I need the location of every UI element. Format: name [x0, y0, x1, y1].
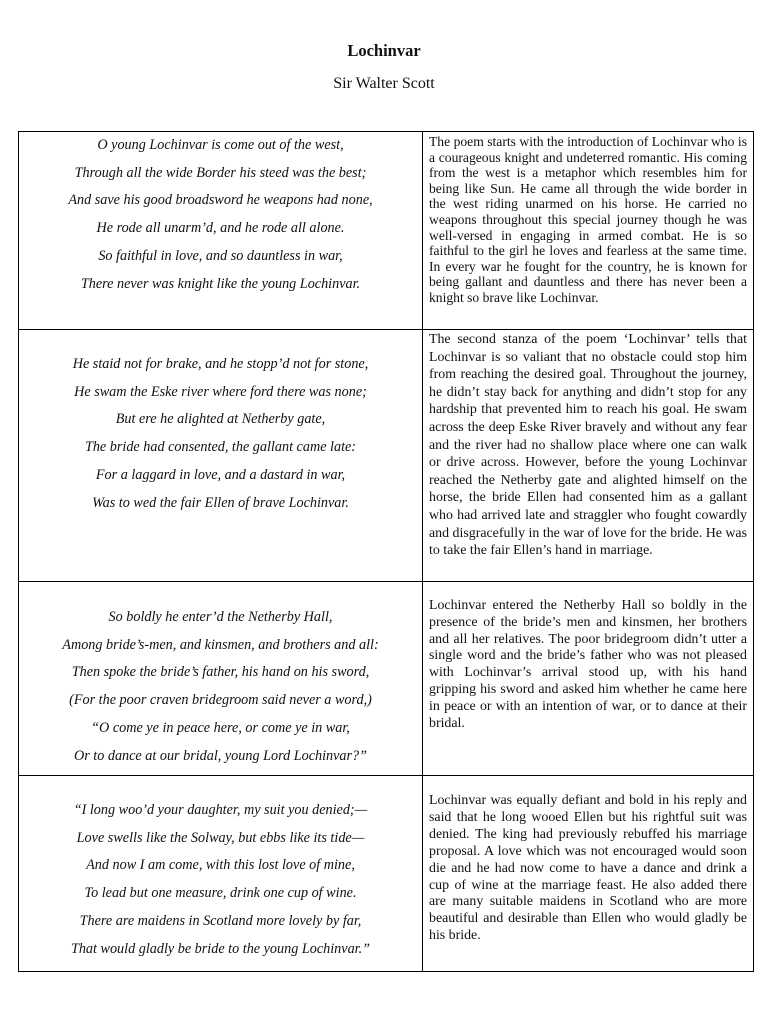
summary-cell-4 [423, 776, 754, 972]
verse-line: Then spoke the bride’s father, his hand on his sword, [71, 664, 370, 681]
verse-line: To lead but one measure, drink one cup of wine. [84, 885, 357, 902]
stanza-2-summary: The second stanza of the poem ‘Lochinvar’ tells that Lochinvar is so valiant that no obstacle could stop him from reaching the desired goal. Throughout the journey, he didn’t stay back for anything and didn’t stop for any hardship that prevented him to reach his goal. He swam across the deep Eske River bravely and without any fear and the river had no shallow place where one can walk or drive across. However, before the young Lochinvar reached the Netherby gate and alighted himself on the horse, the bride Ellen had consented him as a gallant who had arrived late and straggler who fought cowardly and disgracefully in the war of love for the bride. He was to take the fair Ellen’s hand in marriage. [429, 332, 747, 559]
verse-line: So faithful in love, and so dauntless in war, [98, 247, 343, 264]
verse-line: That would gladly be bride to the young Lochinvar.” [70, 940, 371, 957]
verse-line: There are maidens in Scotland more lovely by far, [79, 912, 362, 929]
verse-cell-2 [19, 330, 423, 582]
verse-line: He staid not for brake, and he stopp’d not for stone, [72, 356, 369, 372]
poem-title: Lochinvar [347, 41, 421, 60]
stanza-4-verse [19, 776, 422, 963]
verse-line: And now I am come, with this lost love of mine, [86, 857, 355, 874]
stanza-1-summary: The poem starts with the introduction of Lochinvar who is a courageous knight and undeterred romantic. His coming from the west is a metaphor which resembles him for being like Sun. He came all through the wide border in the west riding unarmed on his horse. He carried no weapons throughout this special journey though he was well-versed in engaging in armed combat. He is so faithful to the girl he loves and fearless at the same time. In every war he fought for the country, he is known for being gallant and dauntless and there has never been a knight so brave like Lochinvar. [429, 134, 747, 305]
stanza-row-4 [19, 776, 754, 972]
verse-line: Through all the wide Border his steed was the best; [74, 164, 367, 181]
verse-line: O young Lochinvar is come out of the west, [97, 137, 344, 153]
verse-line: The bride had consented, the gallant came late: [84, 439, 357, 456]
stanza-3-verse [19, 582, 422, 770]
verse-line: Among bride’s-men, and kinsmen, and brothers and all: [62, 636, 379, 653]
poem-author: Sir Walter Scott [333, 75, 435, 92]
stanza-3-summary: Lochinvar entered the Netherby Hall so boldly in the presence of the bride’s men and kinsmen, her brothers and all her relatives. The poor bridegroom didn’t utter a single word and the bride’s father who was not pleased with Lochinvar’s arrival stood up, with his hand gripping his sword and asked him whether he came here in peace or with an intention of war, or to dance at their bridal. [429, 598, 747, 731]
verse-line: And save his good broadsword he weapons had none, [68, 192, 373, 209]
verse-line: There never was knight like the young Lochinvar. [80, 275, 361, 292]
stanza-row-3 [19, 582, 754, 776]
summary-cell-2 [423, 330, 754, 582]
summary-cell-1 [423, 132, 754, 330]
verse-cell-4 [19, 776, 423, 972]
stanza-1-verse [19, 132, 422, 298]
verse-line: For a laggard in love, and a dastard in war, [95, 466, 346, 483]
verse-line: But ere he alighted at Netherby gate, [115, 411, 326, 428]
verse-line: So boldly he enter’d the Netherby Hall, [108, 609, 333, 625]
verse-line: Or to dance at our bridal, young Lord Lochinvar?” [73, 747, 368, 764]
verse-line: Was to wed the fair Ellen of brave Lochinvar. [92, 494, 349, 511]
verse-line: He rode all unarm’d, and he rode all alone. [96, 220, 345, 237]
verse-line: (For the poor craven bridegroom said never a word,) [69, 692, 372, 709]
stanza-2-verse [19, 330, 422, 517]
stanza-row-2 [19, 330, 754, 582]
poem-analysis-table [18, 131, 754, 972]
stanza-row-1 [19, 132, 754, 330]
stanza-4-summary: Lochinvar was equally defiant and bold in his reply and said that he long wooed Ellen but his rightful suit was denied. The king had previously rebuffed his marriage proposal. A love which was not encouraged would soon die and he had now come to have a dance and drink a cup of wine at the marriage feast. He also added there are many suitable maidens in Scotland who are more beautiful and desirable than Ellen who would gladly be his bride. [429, 793, 747, 944]
verse-cell-3 [19, 582, 423, 776]
summary-cell-3 [423, 582, 754, 776]
verse-line: “I long woo’d your daughter, my suit you denied;— [73, 802, 368, 818]
verse-line: “O come ye in peace here, or come ye in war, [91, 719, 350, 736]
verse-line: He swam the Eske river where ford there was none; [74, 383, 367, 400]
verse-line: Love swells like the Solway, but ebbs like its tide— [76, 829, 365, 846]
verse-cell-1 [19, 132, 423, 330]
